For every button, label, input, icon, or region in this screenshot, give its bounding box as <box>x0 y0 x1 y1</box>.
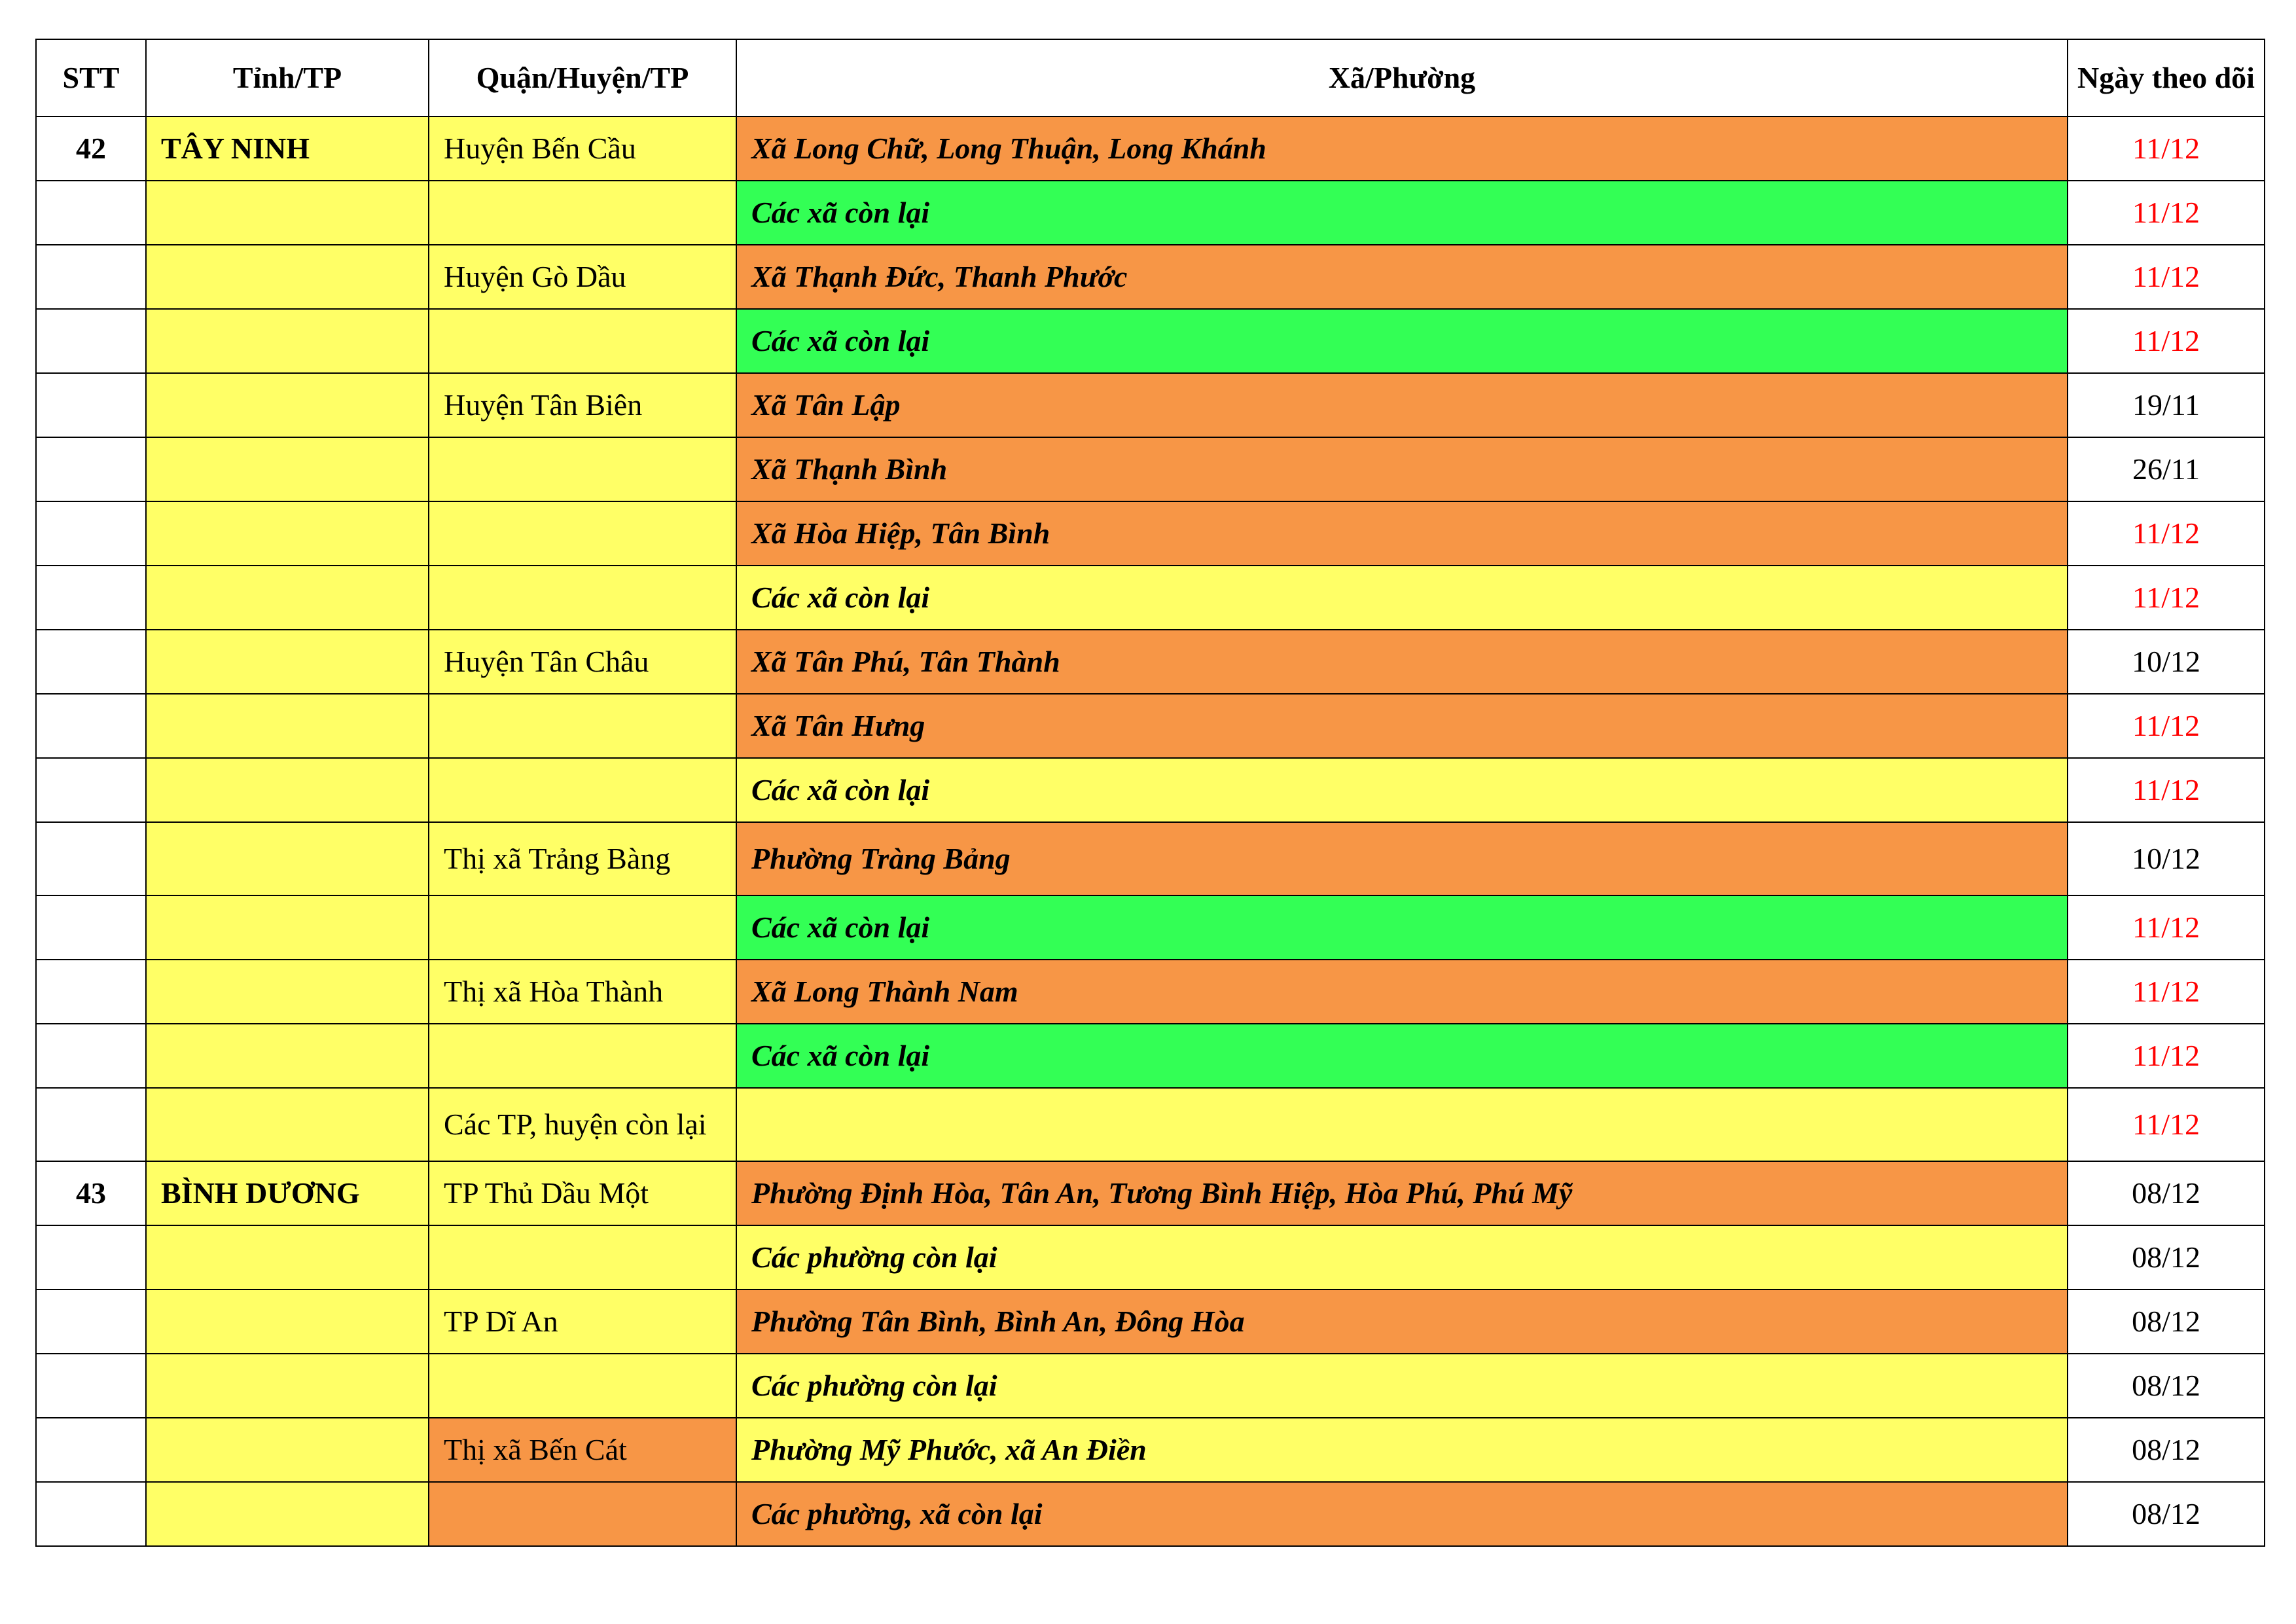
row-district <box>429 758 736 822</box>
row-stt <box>36 1482 146 1546</box>
row-province <box>146 373 429 437</box>
row-district <box>429 1225 736 1290</box>
row-tracking-date: 11/12 <box>2068 694 2265 758</box>
row-district <box>429 181 736 245</box>
row-province <box>146 1418 429 1482</box>
row-province <box>146 245 429 309</box>
row-ward: Phường Tràng Bảng <box>736 822 2068 895</box>
row-ward <box>736 1088 2068 1161</box>
row-district: Huyện Tân Biên <box>429 373 736 437</box>
row-ward: Phường Mỹ Phước, xã An Điền <box>736 1418 2068 1482</box>
row-province <box>146 501 429 566</box>
zone-tracking-table <box>35 39 2265 1547</box>
row-district: TP Dĩ An <box>429 1290 736 1354</box>
row-district: Thị xã Trảng Bàng <box>429 822 736 895</box>
row-tracking-date: 11/12 <box>2068 181 2265 245</box>
row-district <box>429 566 736 630</box>
row-stt <box>36 1225 146 1290</box>
row-province <box>146 895 429 960</box>
row-district <box>429 895 736 960</box>
row-ward: Xã Tân Lập <box>736 373 2068 437</box>
row-province <box>146 822 429 895</box>
row-district: Thị xã Hòa Thành <box>429 960 736 1024</box>
row-tracking-date: 11/12 <box>2068 960 2265 1024</box>
table-row <box>36 501 2265 566</box>
row-ward: Xã Thạnh Đức, Thanh Phước <box>736 245 2068 309</box>
row-ward: Phường Định Hòa, Tân An, Tương Bình Hiệp, Hòa Phú, Phú Mỹ <box>736 1161 2068 1225</box>
row-ward: Các phường, xã còn lại <box>736 1482 2068 1546</box>
row-ward: Xã Tân Hưng <box>736 694 2068 758</box>
header-tracking-date: Ngày theo dõi <box>2068 39 2265 117</box>
row-ward: Phường Tân Bình, Bình An, Đông Hòa <box>736 1290 2068 1354</box>
table-row <box>36 1161 2265 1225</box>
row-ward: Các xã còn lại <box>736 181 2068 245</box>
row-district: Thị xã Bến Cát <box>429 1418 736 1482</box>
row-province <box>146 437 429 501</box>
row-province: TÂY NINH <box>146 117 429 181</box>
row-district <box>429 309 736 373</box>
row-tracking-date: 08/12 <box>2068 1225 2265 1290</box>
table-row <box>36 373 2265 437</box>
row-province <box>146 1225 429 1290</box>
table-row <box>36 181 2265 245</box>
row-stt <box>36 309 146 373</box>
table-row <box>36 566 2265 630</box>
row-district <box>429 1482 736 1546</box>
row-province <box>146 1354 429 1418</box>
row-stt <box>36 630 146 694</box>
row-tracking-date: 11/12 <box>2068 758 2265 822</box>
row-ward: Xã Long Thành Nam <box>736 960 2068 1024</box>
table-row <box>36 1088 2265 1161</box>
row-ward: Các xã còn lại <box>736 566 2068 630</box>
row-province: BÌNH DƯƠNG <box>146 1161 429 1225</box>
table-row <box>36 1225 2265 1290</box>
header-row <box>36 39 2265 117</box>
row-stt <box>36 694 146 758</box>
row-stt: 43 <box>36 1161 146 1225</box>
row-district: Các TP, huyện còn lại <box>429 1088 736 1161</box>
row-tracking-date: 10/12 <box>2068 630 2265 694</box>
row-stt <box>36 895 146 960</box>
row-tracking-date: 11/12 <box>2068 245 2265 309</box>
row-stt: 42 <box>36 117 146 181</box>
row-province <box>146 630 429 694</box>
row-province <box>146 566 429 630</box>
row-tracking-date: 10/12 <box>2068 822 2265 895</box>
row-tracking-date: 11/12 <box>2068 1088 2265 1161</box>
row-province <box>146 960 429 1024</box>
table-row <box>36 1354 2265 1418</box>
table-row <box>36 245 2265 309</box>
row-ward: Xã Thạnh Bình <box>736 437 2068 501</box>
row-stt <box>36 960 146 1024</box>
row-province <box>146 309 429 373</box>
row-district: Huyện Tân Châu <box>429 630 736 694</box>
row-stt <box>36 181 146 245</box>
row-stt <box>36 822 146 895</box>
row-district <box>429 437 736 501</box>
row-tracking-date: 26/11 <box>2068 437 2265 501</box>
row-province <box>146 181 429 245</box>
row-tracking-date: 08/12 <box>2068 1418 2265 1482</box>
row-district <box>429 1354 736 1418</box>
row-province <box>146 758 429 822</box>
header-province: Tỉnh/TP <box>146 39 429 117</box>
table-row <box>36 630 2265 694</box>
row-tracking-date: 19/11 <box>2068 373 2265 437</box>
table-row <box>36 895 2265 960</box>
row-tracking-date: 08/12 <box>2068 1482 2265 1546</box>
row-stt <box>36 437 146 501</box>
row-tracking-date: 08/12 <box>2068 1161 2265 1225</box>
row-ward: Xã Hòa Hiệp, Tân Bình <box>736 501 2068 566</box>
row-district: Huyện Bến Cầu <box>429 117 736 181</box>
table-row <box>36 1482 2265 1546</box>
row-tracking-date: 08/12 <box>2068 1290 2265 1354</box>
table-row <box>36 822 2265 895</box>
row-stt <box>36 1354 146 1418</box>
row-tracking-date: 08/12 <box>2068 1354 2265 1418</box>
row-province <box>146 694 429 758</box>
row-tracking-date: 11/12 <box>2068 117 2265 181</box>
row-stt <box>36 1024 146 1088</box>
row-stt <box>36 566 146 630</box>
table-row <box>36 117 2265 181</box>
row-province <box>146 1482 429 1546</box>
table-row <box>36 1024 2265 1088</box>
header-stt: STT <box>36 39 146 117</box>
row-tracking-date: 11/12 <box>2068 309 2265 373</box>
row-stt <box>36 1418 146 1482</box>
row-ward: Xã Tân Phú, Tân Thành <box>736 630 2068 694</box>
row-ward: Các xã còn lại <box>736 895 2068 960</box>
row-ward: Các phường còn lại <box>736 1354 2068 1418</box>
row-district: TP Thủ Dầu Một <box>429 1161 736 1225</box>
table-row <box>36 1418 2265 1482</box>
table-row <box>36 758 2265 822</box>
row-tracking-date: 11/12 <box>2068 895 2265 960</box>
header-ward: Xã/Phường <box>736 39 2068 117</box>
row-stt <box>36 758 146 822</box>
header-district: Quận/Huyện/TP <box>429 39 736 117</box>
row-district: Huyện Gò Dầu <box>429 245 736 309</box>
table-row <box>36 960 2265 1024</box>
row-ward: Xã Long Chữ, Long Thuận, Long Khánh <box>736 117 2068 181</box>
row-ward: Các phường còn lại <box>736 1225 2068 1290</box>
row-ward: Các xã còn lại <box>736 1024 2068 1088</box>
row-province <box>146 1290 429 1354</box>
row-stt <box>36 373 146 437</box>
table-row <box>36 437 2265 501</box>
row-district <box>429 501 736 566</box>
row-tracking-date: 11/12 <box>2068 1024 2265 1088</box>
table-row <box>36 694 2265 758</box>
row-district <box>429 1024 736 1088</box>
row-province <box>146 1088 429 1161</box>
table-row <box>36 309 2265 373</box>
table-row <box>36 1290 2265 1354</box>
row-province <box>146 1024 429 1088</box>
row-stt <box>36 1088 146 1161</box>
row-tracking-date: 11/12 <box>2068 501 2265 566</box>
row-stt <box>36 1290 146 1354</box>
row-tracking-date: 11/12 <box>2068 566 2265 630</box>
row-stt <box>36 501 146 566</box>
row-ward: Các xã còn lại <box>736 309 2068 373</box>
row-district <box>429 694 736 758</box>
row-stt <box>36 245 146 309</box>
row-ward: Các xã còn lại <box>736 758 2068 822</box>
